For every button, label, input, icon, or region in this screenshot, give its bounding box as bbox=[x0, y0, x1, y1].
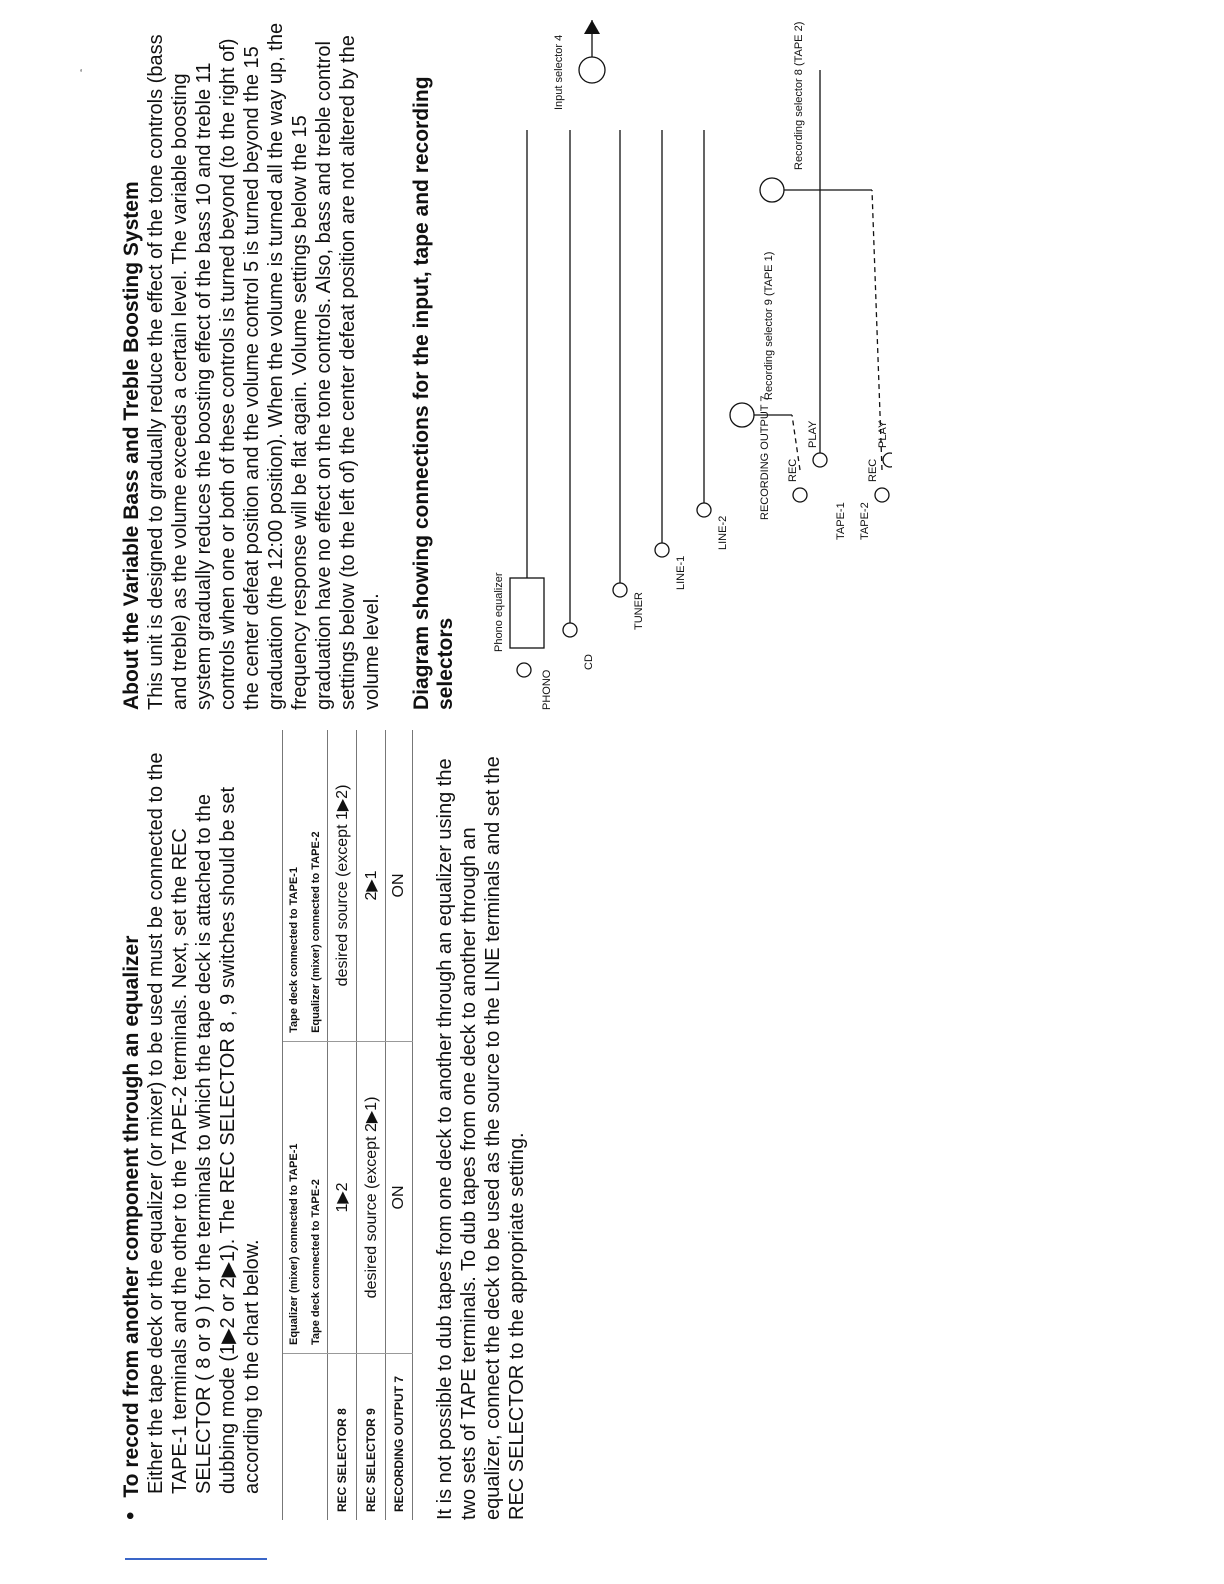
phono-equalizer-box bbox=[510, 578, 544, 648]
phono-jack-icon bbox=[517, 663, 531, 677]
boost-heading: About the Variable Bass and Treble Boosting System bbox=[120, 181, 143, 710]
tape1-play-jack-icon bbox=[813, 453, 827, 467]
page-underline-mark bbox=[125, 1558, 267, 1560]
recording-output-label: RECORDING OUTPUT 7 bbox=[759, 395, 771, 520]
cell: 1▶2 bbox=[328, 1041, 357, 1353]
input-selector-icon bbox=[579, 57, 605, 83]
tape2-rec-jack-icon bbox=[875, 488, 889, 502]
tape2-label: TAPE-2 bbox=[859, 502, 871, 540]
row-label: REC SELECTOR 8 bbox=[328, 1354, 357, 1521]
chart-row-rec-selector-8 bbox=[328, 730, 357, 1520]
chart-header-col2: Tape deck connected to TAPE-1 Equalizer (mixer) connected to TAPE-2 bbox=[283, 730, 328, 1041]
row-label: REC SELECTOR 9 bbox=[357, 1354, 386, 1521]
rec2-label: REC bbox=[867, 458, 879, 482]
chart-row-recording-output bbox=[386, 730, 413, 1520]
play2-label: PLAY bbox=[877, 420, 889, 448]
line2-label: LINE-2 bbox=[717, 515, 729, 550]
selector-chart bbox=[282, 730, 413, 1520]
rec-label: REC bbox=[787, 458, 799, 482]
record-section-heading bbox=[117, 740, 144, 1520]
record-heading: To record from another component through an equalizer bbox=[120, 935, 143, 1498]
dub-paragraph: It is not possible to dub tapes from one deck to another through an equalizer using the two sets of TAPE terminals. To dub tapes from one deck to another through an equalizer, connect the deck to be used as the source to the LINE terminals and set the REC SELECTOR to the appropriate setting. bbox=[434, 756, 528, 1520]
cd-jack-icon bbox=[563, 623, 577, 637]
play-label: PLAY bbox=[807, 420, 819, 448]
recording-selector-9-label: Recording selector 9 (TAPE 1) bbox=[763, 251, 775, 400]
cell: desired source (except 2▶1) bbox=[357, 1041, 386, 1353]
chart-header-blank bbox=[283, 1354, 328, 1521]
left-column bbox=[117, 740, 529, 1520]
rotated-content bbox=[117, 20, 980, 1520]
line1-jack-icon bbox=[655, 543, 669, 557]
line2-jack-icon bbox=[697, 503, 711, 517]
recording-selector-9-icon bbox=[730, 403, 754, 427]
recording-selector-8-label: Recording selector 8 (TAPE 2) bbox=[793, 21, 805, 170]
cell: ON bbox=[386, 1041, 413, 1353]
phono-label: PHONO bbox=[541, 669, 553, 710]
line1-label: LINE-1 bbox=[675, 555, 687, 590]
chart-header-col1: Equalizer (mixer) connected to TAPE-1 Tape deck connected to TAPE-2 bbox=[283, 1041, 328, 1353]
tape2-play-jack-icon bbox=[883, 453, 892, 467]
right-column bbox=[120, 20, 897, 710]
cell: 2▶1 bbox=[357, 730, 386, 1041]
cell: desired source (except 1▶2) bbox=[328, 730, 357, 1041]
phono-eq-label: Phono equalizer bbox=[493, 572, 505, 652]
tape1-rec-jack-icon bbox=[793, 488, 807, 502]
chart-row-rec-selector-9 bbox=[357, 730, 386, 1520]
recording-selector-8-icon bbox=[760, 178, 784, 202]
tape1-label: TAPE-1 bbox=[835, 502, 847, 540]
record-paragraph: Either the tape deck or the equalizer (or mixer) to be used must be connected to the TAPE-1 terminals and the other to the TAPE-2 terminals. Next, set the REC SELECTOR ( 8 or 9 ) for the terminals to which the tape deck is attached to the dubbing mode (1▶2 or 2▶1). The REC SELECTOR 8 , 9 switches should be set according to the chart below. bbox=[145, 752, 263, 1494]
tuner-label: TUNER bbox=[633, 592, 645, 630]
stray-mark: ‘ bbox=[80, 68, 83, 79]
connection-diagram bbox=[472, 20, 892, 710]
output-arrow-icon bbox=[584, 20, 600, 34]
boost-paragraph: This unit is designed to gradually reduce the effect of the tone controls (bass and treble) as the volume exceeds a certain level. The variable boosting system gradually reduces the boosting effect of the bass 10 and treble 11 controls when one or both of these controls is turned beyond (to the right of) the center defeat position and the volume control 5 is turned beyond the 15 graduation (the 12:00 position). When the volume is turned all the way up, the frequency response will be flat again. Volume settings below the 15 graduation have no effect on the tone controls. Also, bass and treble control settings below (to the left of) the center defeat position are not altered by the volume level. bbox=[145, 22, 383, 710]
chart-header-row bbox=[283, 730, 328, 1520]
input-selector-label: Input selector 4 bbox=[553, 34, 565, 110]
diagram-heading: Diagram showing connections for the input, tape and recording selectors bbox=[410, 76, 457, 710]
bullet-icon: • bbox=[117, 1511, 144, 1520]
tuner-jack-icon bbox=[613, 583, 627, 597]
cd-label: CD bbox=[583, 654, 595, 670]
cell: ON bbox=[386, 730, 413, 1041]
row-label: RECORDING OUTPUT 7 bbox=[386, 1354, 413, 1521]
